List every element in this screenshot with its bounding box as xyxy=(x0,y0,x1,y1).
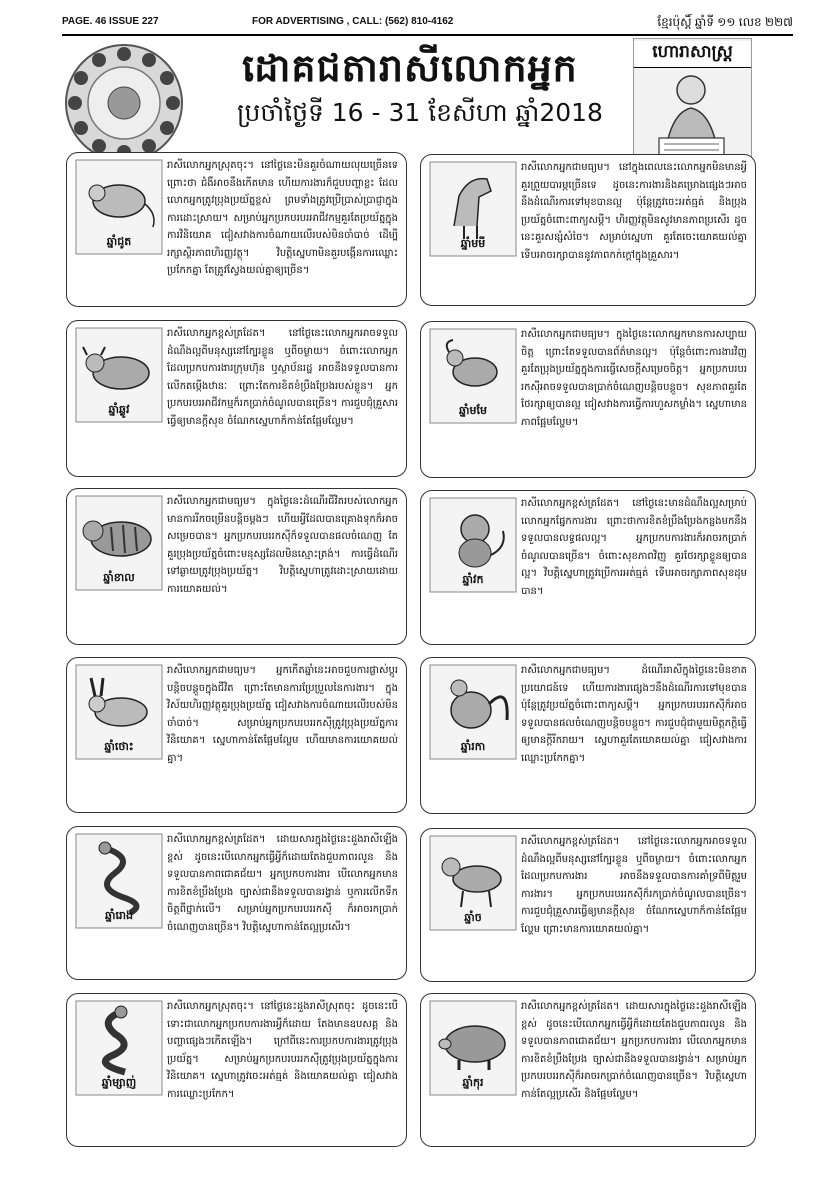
page-title: ដោគជតារាសីលោកអ្នក xyxy=(242,46,578,90)
page-subtitle: ប្រចាំថ្ងៃទី 16 - 31 ខែសីហា ឆ្នាំ2018 xyxy=(237,98,603,127)
sign-image xyxy=(75,664,163,760)
sign-label: ឆ្នាំឆ្លូវ xyxy=(108,403,130,416)
sign-image xyxy=(75,327,163,423)
sign-image xyxy=(429,497,517,593)
sign-text: រាសីលោកអ្នកជាមធ្យម។ ដំណើររាសីក្នុងថ្ងៃនេះមិនខាតប្រយោជន៍ទេ ហើយការងារផ្សេងៗនឹងដំណើរការទៅមុខបាន ប៉ុន្តែត្រូវប្រយ័ត្នចំពោះពាក្យសម្តី។ អ្នកប្រកបរបររកស៊ីក៏អាចទទួលបានផលចំណេញបន្តិចបន្តួច។ ការជួបជុំជាមួយមិត្តភក្តិធ្វើឲ្យមានក្តីរីករាយ។ ស្នេហាគួរតែយោគយល់គ្នា ជៀសវាងការឈ្លោះប្រកែកគ្នា។ xyxy=(521,665,747,764)
sign-image xyxy=(429,664,517,760)
horoscope-logo xyxy=(633,38,752,170)
sign-label: ឆ្នាំរកា xyxy=(460,740,486,753)
advertising-line: FOR ADVERTISING , CALL: (562) 810-4162 xyxy=(252,16,454,27)
sign-text: រាសីលោកអ្នកខ្ពស់ត្រដែត។ នៅថ្ងៃនេះលោកអ្នកអាចទទួលដំណឹងល្អពីមនុស្សនៅក្បែរខ្លួន ឬពីចម្ងាយ។ ចំពោះលោកអ្នកដែលប្រកបការងារក្រុមហ៊ុន ឬស្ថាប័នរដ្ឋ អាចនឹងទទួលបានការលើកតម្កើងឋានៈ ព្រោះតែការខិតខំប្រឹងប្រែងរបស់ខ្លួន។ អ្នកប្រកបរបរអាជីវកម្មក៏រកប្រាក់ចំណូលបានច្រើន។ ការជួបជុំគ្រួសារធ្វើឲ្យមានក្តីសុខ ចំណែកស្នេហាក៏កាន់តែផ្អែមល្ហែម។ xyxy=(167,328,398,427)
horoscope-card xyxy=(66,488,407,645)
sign-label: ឆ្នាំជូត xyxy=(106,235,132,248)
top-bar xyxy=(62,14,793,36)
horoscope-card xyxy=(420,321,756,478)
horoscope-card xyxy=(420,154,756,306)
logo-label: ហោរាសាស្ត្រ xyxy=(634,41,751,68)
sign-label: ឆ្នាំមមែ xyxy=(459,404,487,417)
sign-text: រាសីលោកអ្នកជាមធ្យម។ ក្នុងថ្ងៃនេះដំណើរជីវិតរបស់លោកអ្នកមានការរីកចម្រើនបន្តិចម្តងៗ ហើយអ្វីដែលបានគ្រោងទុកក៏អាចសម្រេចបាន។ អ្នកប្រកបរបររកស៊ីក៏ទទួលបានផលចំណេញ តែគួរប្រុងប្រយ័ត្នចំពោះមនុស្សដែលមិនស្មោះត្រង់។ ការធ្វើដំណើរទៅឆ្ងាយត្រូវប្រុងប្រយ័ត្ន។ វិបត្តិស្នេហាត្រូវដោះស្រាយដោយការយោគយល់។ xyxy=(167,496,398,595)
sign-label: ឆ្នាំកុរ xyxy=(462,1076,484,1089)
horoscope-card xyxy=(66,657,407,813)
sign-text: រាសីលោកអ្នកជាមធ្យម។ អ្នកកើតឆ្នាំនេះអាចជួបការផ្លាស់ប្តូរបន្តិចបន្តួចក្នុងជីវិត ព្រោះតែមានការប្រែប្រួលនៃការងារ។ ក្នុងវិស័យហិរញ្ញវត្ថុគួរប្រុងប្រយ័ត្ន ជៀសវាងការចំណាយលើរបស់មិនចាំបាច់។ សម្រាប់អ្នកប្រកបរបររកស៊ីត្រូវប្រុងប្រយ័ត្នការវិនិយោគ។ ស្នេហាកាន់តែផ្អែមល្ហែម ហើយមានការយោគយល់គ្នា។ xyxy=(167,665,398,764)
sign-label: ឆ្នាំខាល xyxy=(103,571,135,584)
horoscope-card xyxy=(66,152,407,307)
sign-label: ឆ្នាំរោង xyxy=(105,909,133,922)
horoscope-card xyxy=(66,993,407,1147)
sign-text: រាសីលោកអ្នកស្រុតចុះ។ នៅថ្ងៃនេះដួងរាសីស្រុតចុះ ដូចនេះបើទោះជាលោកអ្នកប្រកបការងារអ្វីក៏ដោយ តែងមានឧបសគ្គ និងបញ្ហាផ្សេងៗកើតឡើង។ ក្រៅពីនេះការប្រកបការងារត្រូវប្រុងប្រយ័ត្ន។ សម្រាប់អ្នកប្រកបរបររកស៊ីត្រូវប្រុងប្រយ័ត្នក្នុងការវិនិយោគ។ ស្នេហាត្រូវចេះអត់ធ្មត់ និងយោគយល់គ្នា ជៀសវាងការឈ្លោះប្រកែក។ xyxy=(167,1001,398,1100)
sign-label: ឆ្នាំច xyxy=(464,911,482,924)
horoscope-card xyxy=(420,993,756,1147)
sign-image xyxy=(429,835,517,931)
sign-text: រាសីលោកអ្នកខ្ពស់ត្រដែត។ ដោយសារក្នុងថ្ងៃនេះដួងរាសីឡើងខ្ពស់ ដូចនេះបើលោកអ្នកធ្វើអ្វីក៏ដោយតែងជួបភាពរលូន និងទទួលបានភាពជោគជ័យ។ អ្នកប្រកបការងារ បើលោកអ្នកមានការខិតខំប្រឹងប្រែង ច្បាស់ជានឹងទទួលបានរង្វាន់ ឬការលើកទឹកចិត្តពីថ្នាក់លើ។ សម្រាប់អ្នកប្រកបរបររកស៊ី ក៏អាចរកប្រាក់ចំណេញបានច្រើន។ វិបត្តិស្នេហាកាន់តែល្អប្រសើរ។ xyxy=(167,834,398,933)
page-issue: PAGE. 46 ISSUE 227 xyxy=(62,16,159,27)
horoscope-card xyxy=(66,826,407,980)
horoscope-card xyxy=(420,490,756,645)
sign-image xyxy=(75,159,163,255)
horoscope-card xyxy=(420,828,756,982)
astrologer-icon xyxy=(634,68,749,168)
sign-text: រាសីលោកអ្នកជាមធ្យម។ នៅក្នុងពេលនេះលោកអ្នកមិនមានអ្វីគួរព្រួយបារម្ភច្រើនទេ ដូចនេះការងារនិងគម្រោងផ្សេងៗអាចនឹងដំណើរការទៅមុខបានល្អ ប៉ុន្តែត្រូវចេះអត់ធ្មត់ និងប្រុងប្រយ័ត្នចំពោះពាក្យសម្តី។ ហិរញ្ញវត្ថុមិនសូវមានភាពប្រសើរ ដូចនេះគួរសន្សំសំចៃ។ សម្រាប់ស្នេហា គួរតែចេះយោគយល់គ្នា ទើបអាចរក្សាបាននូវភាពកក់ក្តៅក្នុងគ្រួសារ។ xyxy=(521,162,747,261)
sign-text: រាសីលោកអ្នកខ្ពស់ត្រដែត។ នៅថ្ងៃនេះលោកអ្នកអាចទទួលដំណឹងល្អពីមនុស្សនៅក្បែរខ្លួន ឬពីចម្ងាយ។ ចំពោះលោកអ្នកដែលប្រកបការងារ អាចនឹងទទួលបានការគាំទ្រពីមិត្តរួមការងារ។ អ្នកប្រកបរបររកស៊ីក៏រកប្រាក់ចំណូលបានច្រើន។ ការជួបជុំគ្រួសារធ្វើឲ្យមានក្តីសុខ ចំណែកស្នេហាក៏កាន់តែផ្អែមល្ហែម ព្រោះមានការយោគយល់គ្នា។ xyxy=(521,836,747,935)
zodiac-wheel-icon xyxy=(64,42,184,164)
sign-image xyxy=(429,1000,517,1096)
sign-text: រាសីលោកអ្នកខ្ពស់ត្រដែត។ នៅថ្ងៃនេះមានដំណឹងល្អសម្រាប់លោកអ្នកផ្នែកការងារ ព្រោះថាការខិតខំប្រឹងប្រែងកន្លងមកនឹងទទួលបានលទ្ធផលល្អ។ អ្នកប្រកបការងារក៏អាចរកប្រាក់ចំណូលបានច្រើន។ ចំពោះសុខភាពវិញ គួរថែរក្សាខ្លួនឲ្យបានល្អ។ វិបត្តិស្នេហាត្រូវប្រើការអត់ធ្មត់ ទើបអាចរក្សាភាពសុខដុមបាន។ xyxy=(521,498,747,597)
sign-text: រាសីលោកអ្នកជាមធ្យម។ ក្នុងថ្ងៃនេះលោកអ្នកមានការសប្បាយចិត្ត ព្រោះតែទទួលបានព័ត៌មានល្អ។ ប៉ុន្តែចំពោះការងារវិញ គួរតែប្រុងប្រយ័ត្នក្នុងការធ្វើសេចក្តីសម្រេចចិត្ត។ អ្នកប្រកបរបររកស៊ីអាចទទួលបានប្រាក់ចំណេញបន្តិចបន្តួច។ សុខភាពគួរតែថែរក្សាឲ្យបានល្អ ជៀសវាងការធ្វើការហួសកម្លាំង។ ស្នេហាមានភាពផ្អែមល្ហែម។ xyxy=(521,329,747,428)
masthead: ខ្មែរប៉ុស្តិ៍ ឆ្នាំទី ១១ លេខ ២២៧ xyxy=(657,15,793,29)
sign-text: រាសីលោកអ្នកខ្ពស់ត្រដែត។ ដោយសារក្នុងថ្ងៃនេះដួងរាសីឡើងខ្ពស់ ដូចនេះបើលោកអ្នកធ្វើអ្វីក៏ដោយតែងជួបភាពរលូន និងទទួលបានភាពជោគជ័យ។ អ្នកប្រកបការងារ បើលោកអ្នកមានការខិតខំប្រឹងប្រែង ច្បាស់ជានឹងទទួលបានរង្វាន់។ សម្រាប់អ្នកប្រកបរបររកស៊ីក៏អាចរកប្រាក់ចំណេញបានច្រើន។ វិបត្តិស្នេហាកាន់តែល្អប្រសើរ និងផ្អែមល្ហែម។ xyxy=(521,1001,747,1100)
sign-label: ឆ្នាំមមី xyxy=(460,237,486,250)
sign-text: រាសីលោកអ្នកស្រុតចុះ។ នៅថ្ងៃនេះមិនគួរចំណាយលុយច្រើនទេ ព្រោះថា ជំងឺអាចនឹងកើតមាន ហើយការងារក៏ជួបបញ្ហាខ្លះ ដែលលោកអ្នកត្រូវប្រុងប្រយ័ត្នខ្ពស់ ព្រមទាំងត្រូវប្រើប្រាស់ប្រាជ្ញាក្នុងការដោះស្រាយ។ សម្រាប់អ្នកប្រកបរបរអាជីវកម្មគួរតែប្រយ័ត្នក្នុងការវិនិយោគ ជៀសវាងការចំណាយលើរបស់មិនចាំបាច់ ដើម្បីរក្សាស្ថិរភាពហិរញ្ញវត្ថុ។ វិបត្តិស្នេហាមិនគួរបង្កើនការឈ្លោះប្រកែកគ្នា តែត្រូវស្វែងយល់គ្នាឲ្យច្រើន។ xyxy=(167,160,398,276)
sign-image xyxy=(75,1000,163,1096)
horoscope-card xyxy=(420,657,756,814)
sign-label: ឆ្នាំថោះ xyxy=(104,740,134,753)
sign-image xyxy=(429,328,517,424)
sign-image xyxy=(75,495,163,591)
sign-image xyxy=(429,161,517,257)
horoscope-card xyxy=(66,320,407,477)
sign-label: ឆ្នាំវក xyxy=(462,573,484,586)
sign-label: ឆ្នាំម្សាញ់ xyxy=(101,1076,137,1089)
sign-image xyxy=(75,833,163,929)
